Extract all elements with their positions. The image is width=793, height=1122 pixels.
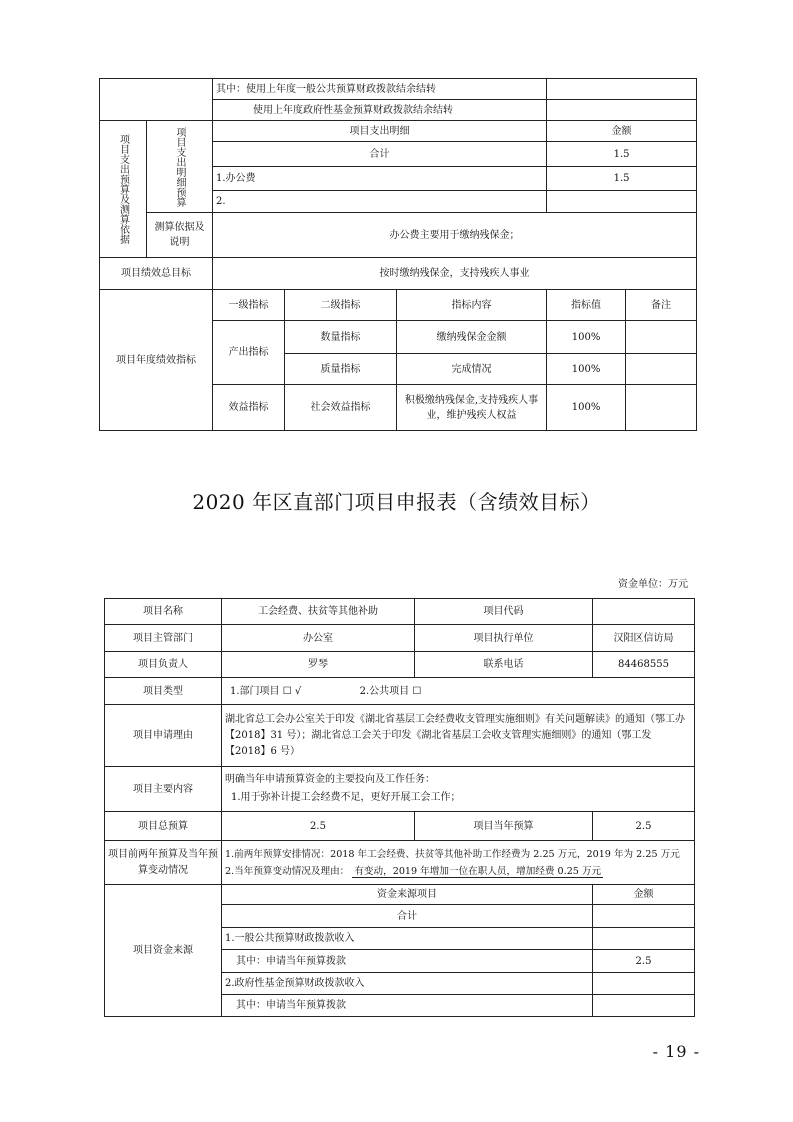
phone-value: 84468555 <box>593 652 695 678</box>
project-type-options <box>222 678 695 705</box>
source-item: 其中：申请当年预算拨款 <box>222 950 593 973</box>
content-line: 明确当年申请预算资金的主要投向及工作任务： <box>225 774 435 785</box>
change-line: 1.前两年预算安排情况：2018 年工会经费、扶贫等其他补助工作经费为 2.25 万元，2019 年为 2.25 万元 <box>225 848 680 860</box>
detail-amount: 1.5 <box>547 142 697 167</box>
content-label: 项目主要内容 <box>105 767 222 812</box>
kpi-value: 100% <box>547 385 626 431</box>
kpi-content: 缴纳残保金金额 <box>397 321 547 354</box>
source-item: 1.一般公共预算财政拨款收入 <box>222 928 593 950</box>
budget-change-label: 项目前两年预算及当年预算变动情况 <box>105 841 222 885</box>
kpi-note <box>626 385 697 431</box>
fund-source-amount <box>547 100 697 121</box>
kpi-output-label: 产出指标 <box>213 321 285 385</box>
reason-label: 项目申请理由 <box>105 705 222 767</box>
page-title: 2020 年区直部门项目申报表（含绩效目标） <box>192 490 601 514</box>
type-option-public: 2.公共项目 ☐ <box>359 685 422 697</box>
kpi-label: 项目年度绩效指标 <box>100 290 213 431</box>
fund-unit: 资金单位：万元 <box>618 579 688 590</box>
kpi-header: 备注 <box>626 290 697 321</box>
blank-cell <box>100 79 213 121</box>
detail-header-amount: 金额 <box>547 121 697 142</box>
project-type-label: 项目类型 <box>105 678 222 705</box>
exec-unit-label: 项目执行单位 <box>415 625 593 652</box>
content-text <box>222 767 695 812</box>
source-amount <box>593 928 695 950</box>
fund-source-row: 使用上年度政府性基金预算财政拨款结余结转 <box>213 100 547 121</box>
goal-label: 项目绩效总目标 <box>100 258 213 290</box>
kpi-value: 100% <box>547 321 626 354</box>
detail-item: 1.办公费 <box>213 167 547 191</box>
goal-text: 按时缴纳残保金，支持残疾人事业 <box>213 258 697 290</box>
detail-section-label: 项目支出预算及测算依据 <box>100 121 147 258</box>
exec-unit-value: 汉阳区信访局 <box>593 625 695 652</box>
top-table <box>99 78 697 431</box>
kpi-header: 一级指标 <box>213 290 285 321</box>
kpi-header: 指标值 <box>547 290 626 321</box>
budget-change-text <box>222 841 695 885</box>
detail-item: 2. <box>213 191 547 213</box>
owner-label: 项目负责人 <box>105 652 222 678</box>
type-option-department: 1.部门项目 ☐ √ <box>230 685 302 697</box>
kpi-content: 完成情况 <box>397 354 547 385</box>
source-amount: 2.5 <box>593 950 695 973</box>
change-reason-detail: 有变动，2019 年增加一位在职人员，增加经费 0.25 万元 <box>354 865 602 877</box>
detail-header-item: 项目支出明细 <box>213 121 547 142</box>
kpi-value: 100% <box>547 354 626 385</box>
basis-text: 办公费主要用于缴纳残保金； <box>213 213 697 258</box>
source-item: 2.政府性基金预算财政拨款收入 <box>222 973 593 995</box>
source-item: 合计 <box>222 905 593 928</box>
project-code-label: 项目代码 <box>415 599 593 625</box>
current-budget-label: 项目当年预算 <box>415 812 593 841</box>
basis-label: 测算依据及说明 <box>147 213 213 258</box>
source-amount <box>593 995 695 1017</box>
kpi-content: 积极缴纳残保金,支持残疾人事业，维护残疾人权益 <box>397 385 547 431</box>
change-line <box>225 863 691 880</box>
kpi-note <box>626 354 697 385</box>
owner-value: 罗琴 <box>222 652 415 678</box>
dept-value: 办公室 <box>222 625 415 652</box>
kpi-level2: 质量指标 <box>285 354 397 385</box>
project-form <box>104 598 695 1017</box>
source-amount <box>593 973 695 995</box>
fund-source-row: 其中：使用上年度一般公共预算财政拨款结余结转 <box>213 79 547 100</box>
phone-label: 联系电话 <box>415 652 593 678</box>
change-reason-prefix: 2.当年预算变动情况及理由： <box>225 865 350 877</box>
detail-amount <box>547 191 697 213</box>
project-code-value <box>593 599 695 625</box>
page-number: - 19 - <box>652 1042 700 1061</box>
source-item: 其中：申请当年预算拨款 <box>222 995 593 1017</box>
content-line: 1.用于弥补计提工会经费不足，更好开展工会工作； <box>231 792 461 803</box>
detail-amount: 1.5 <box>547 167 697 191</box>
kpi-header: 二级指标 <box>285 290 397 321</box>
detail-item: 合计 <box>213 142 547 167</box>
kpi-level2: 社会效益指标 <box>285 385 397 431</box>
reason-text: 湖北省总工会办公室关于印发《湖北省基层工会经费收支管理实施细则》有关问题解读》的通知（鄂工办【2018】31 号）；湖北省总工会关于印发《湖北省基层工会收支管理实施细则》的通知（鄂工发【2018】6 号） <box>222 705 695 767</box>
source-header-item: 资金来源项目 <box>222 885 593 905</box>
kpi-benefit-label: 效益指标 <box>213 385 285 431</box>
total-budget-label: 项目总预算 <box>105 812 222 841</box>
current-budget-value: 2.5 <box>593 812 695 841</box>
fund-source-amount <box>547 79 697 100</box>
total-budget-value: 2.5 <box>222 812 415 841</box>
project-name-value: 工会经费、扶贫等其他补助 <box>222 599 415 625</box>
source-amount <box>593 905 695 928</box>
source-header-amount: 金额 <box>593 885 695 905</box>
dept-label: 项目主管部门 <box>105 625 222 652</box>
project-name-label: 项目名称 <box>105 599 222 625</box>
kpi-level2: 数量指标 <box>285 321 397 354</box>
kpi-header: 指标内容 <box>397 290 547 321</box>
fund-source-label: 项目资金来源 <box>105 885 222 1017</box>
kpi-note <box>626 321 697 354</box>
detail-sub-label: 项目支出明细预算 <box>147 121 213 213</box>
